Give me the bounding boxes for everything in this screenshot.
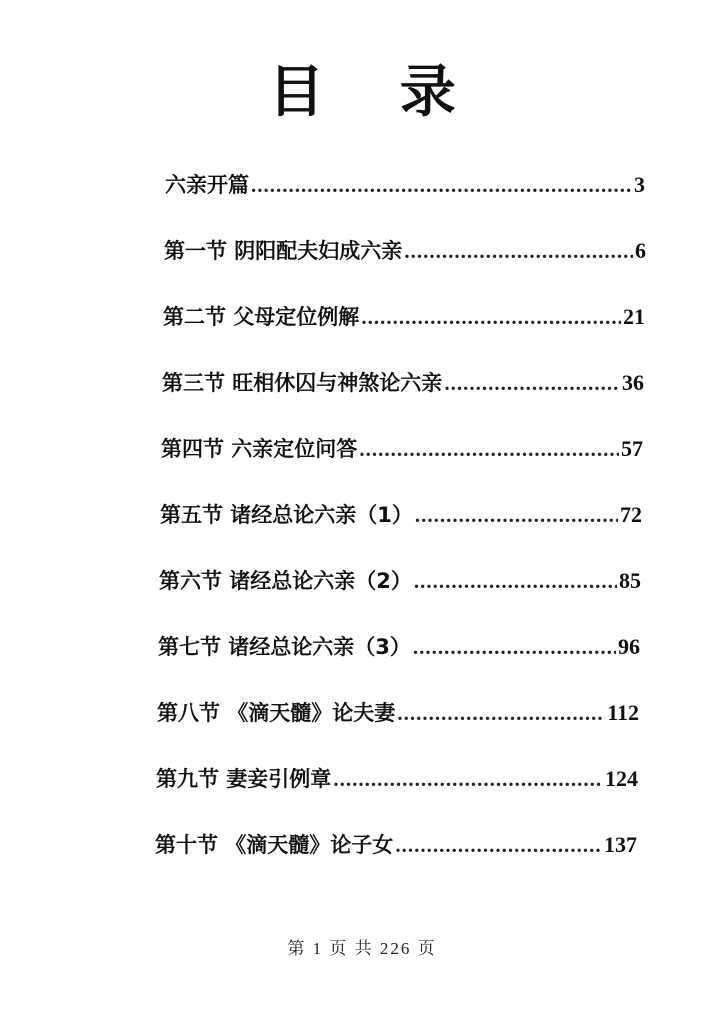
toc-dot-leader: [361, 302, 621, 332]
toc-entry-label: 第四节 六亲定位问答: [161, 437, 358, 461]
toc-entry[interactable]: [160, 494, 642, 530]
toc-entry-page: 96: [618, 634, 640, 659]
toc-entry-page: 124: [605, 766, 638, 791]
toc-entry[interactable]: [161, 428, 643, 464]
toc-entry[interactable]: [163, 296, 645, 332]
toc-dot-leader: [251, 170, 632, 200]
toc-entry-page: 112: [607, 700, 639, 725]
toc-entry[interactable]: [156, 758, 638, 794]
toc-entry-page: 85: [619, 568, 641, 593]
toc-dot-leader: [415, 500, 618, 530]
toc-entry[interactable]: [157, 692, 639, 728]
toc-entry-label: 第十节 《滴天髓》论子女: [155, 833, 394, 857]
toc-entry-page: 3: [634, 172, 645, 197]
toc-entry[interactable]: [165, 164, 645, 200]
toc-dot-leader: [395, 830, 602, 860]
toc-dot-leader: [333, 764, 603, 794]
toc-entry-label: 第二节 父母定位例解: [163, 305, 360, 329]
page-footer: 第 1 页 共 226 页: [287, 939, 437, 958]
toc-entry[interactable]: [159, 560, 641, 596]
toc-entry-label: 第八节 《滴天髓》论夫妻: [157, 701, 396, 725]
toc-dot-leader: [404, 236, 633, 266]
table-of-contents: [0, 164, 724, 864]
toc-entry-page: 6: [635, 238, 646, 263]
toc-entry[interactable]: [162, 362, 644, 398]
toc-entry-page: 57: [621, 436, 643, 461]
toc-dot-leader: [413, 632, 616, 662]
toc-entry-label: 第一节 阴阳配夫妇成六亲: [164, 239, 403, 263]
toc-entry-page: 21: [623, 304, 645, 329]
toc-entry-page: 72: [620, 502, 642, 527]
toc-entry[interactable]: [158, 626, 640, 662]
toc-entry-page: 137: [604, 832, 637, 857]
toc-dot-leader: [397, 698, 605, 728]
toc-entry-label: 第九节 妻妾引例章: [156, 767, 332, 791]
toc-entry[interactable]: [164, 230, 646, 266]
page-title: 目 录: [268, 60, 484, 125]
toc-entry-label: 六亲开篇: [165, 173, 249, 197]
toc-entry-page: 36: [622, 370, 644, 395]
toc-dot-leader: [414, 566, 617, 596]
toc-dot-leader: [444, 368, 620, 398]
toc-entry-label: 第六节 诸经总论六亲（2）: [159, 569, 412, 593]
toc-entry-label: 第五节 诸经总论六亲（1）: [160, 503, 413, 527]
toc-entry[interactable]: [155, 824, 637, 860]
toc-entry-label: 第七节 诸经总论六亲（3）: [158, 635, 411, 659]
toc-dot-leader: [359, 434, 619, 464]
toc-entry-label: 第三节 旺相休囚与神煞论六亲: [162, 371, 443, 395]
